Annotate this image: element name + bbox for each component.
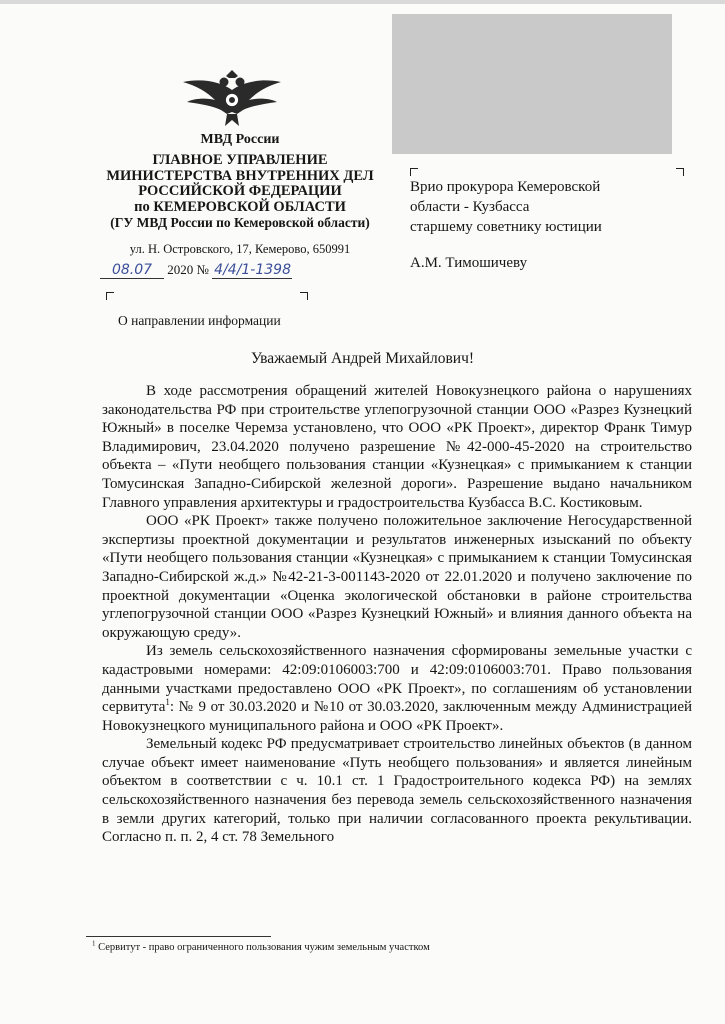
paragraph: Земельный кодекс РФ предусматривает строительство линейных объектов (в данном случае объект имеет наименование «Путь необщего пользования» и является линейным объектом в соответствии с ч. 10.1 ст. 1 Градостроительного кодекса РФ) на землях сельскохозяйственного назначения без перевода земель сельскохозяйственного назначения в земли других категорий, только при наличии согласованного проекта рекультивации. Согласно п. п. 2, 4 ст. 78 Земельного — [102, 736, 692, 846]
paragraph-text: Из земель сельскохозяйственного назначения сформированы земельные участки с кадастровыми номерами: 42:09:0106003:700 и 42:09:0106003:701. Право пользования данными участками предоставлено ООО «РК Проект», по соглашениям об установлении сервитута — [102, 643, 692, 716]
handwritten-number: 4/4/1-1398 — [214, 262, 291, 278]
year-label: 2020 № — [167, 262, 209, 277]
corner-mark — [300, 292, 308, 300]
ministry-short-title: МВД России — [200, 132, 280, 147]
scan-edge — [0, 0, 725, 4]
paragraph — [102, 642, 692, 735]
corner-mark — [410, 168, 418, 176]
date-number-line — [100, 262, 292, 279]
recipient-name: А.М. Тимошичеву — [410, 255, 528, 271]
footnote-mark: 1 — [92, 939, 96, 948]
ministry-title-line-4: по КЕМЕРОВСКОЙ ОБЛАСТИ — [134, 198, 346, 215]
redacted-stamp-area — [392, 14, 672, 154]
ministry-title-line-3: РОССИЙСКОЙ ФЕДЕРАЦИИ — [138, 183, 342, 199]
paragraph-text: : № 9 от 30.03.2020 и №10 от 30.03.2020, заключенным между Администрацией Новокузнецкого муниципального района и ООО «РК Проект». — [102, 699, 692, 734]
greeting: Уважаемый Андрей Михайлович! — [250, 350, 475, 367]
recipient-line-2: области - Кузбасса — [410, 199, 530, 215]
double-headed-eagle-emblem — [181, 68, 283, 130]
ministry-title-line-2: МИНИСТЕРСТВА ВНУТРЕННИХ ДЕЛ — [106, 167, 374, 184]
ministry-title-line-1: ГЛАВНОЕ УПРАВЛЕНИЕ — [152, 152, 328, 168]
paragraph: ООО «РК Проект» также получено положительное заключение Негосударственной экспертизы проектной документации и результатов инженерных изысканий по объекту «Пути необщего пользования станции «Кузнецкая» с примыканием к станции Томусинская Западно-Сибирской ж.д.» №42-21-3-001143-2020 от 22.01.2020 и получено заключение по проектной документации «Оценка экологической обстановки в районе строительства углепогрузочной станции ООО «Разрез Кузнецкий Южный» и влияния данного объекта на окружающую среду». — [102, 513, 692, 641]
ministry-title-line-5: (ГУ МВД России по Кемеровской области) — [110, 215, 370, 230]
footnote — [92, 939, 430, 953]
footnote-text: Сервитут - право ограниченного пользования чужим земельным участком — [95, 942, 430, 953]
handwritten-date: 08.07 — [100, 262, 164, 279]
footnote-divider — [86, 936, 271, 937]
corner-mark — [676, 168, 684, 176]
paragraph: В ходе рассмотрения обращений жителей Новокузнецкого района о нарушениях законодательства РФ при строительстве углепогрузочной станции ООО «Разрез Кузнецкий Южный» в поселке Черемза установлено, что ООО «РК Проект», директор Франк Тимур Владимирович, 23.04.2020 получено разрешение №42-000-45-2020 на строительство объекта – «Пути необщего пользования станции «Кузнецкая» с примыканием к станции Томусинская Западно-Сибирской железной дороги». Разрешение выдано начальником Главного управления архитектуры и градостроительства Кузбасса В.С. Костиковым. — [102, 383, 692, 511]
corner-mark — [106, 292, 114, 300]
recipient-line-1: Врио прокурора Кемеровской — [410, 179, 601, 195]
letter-body — [102, 382, 692, 847]
subject-line: О направлении информации — [118, 313, 281, 328]
footnote-ref: 1 — [165, 697, 170, 708]
ministry-address: ул. Н. Островского, 17, Кемерово, 650991 — [129, 242, 351, 256]
recipient-line-3: старшему советнику юстиции — [410, 219, 602, 235]
